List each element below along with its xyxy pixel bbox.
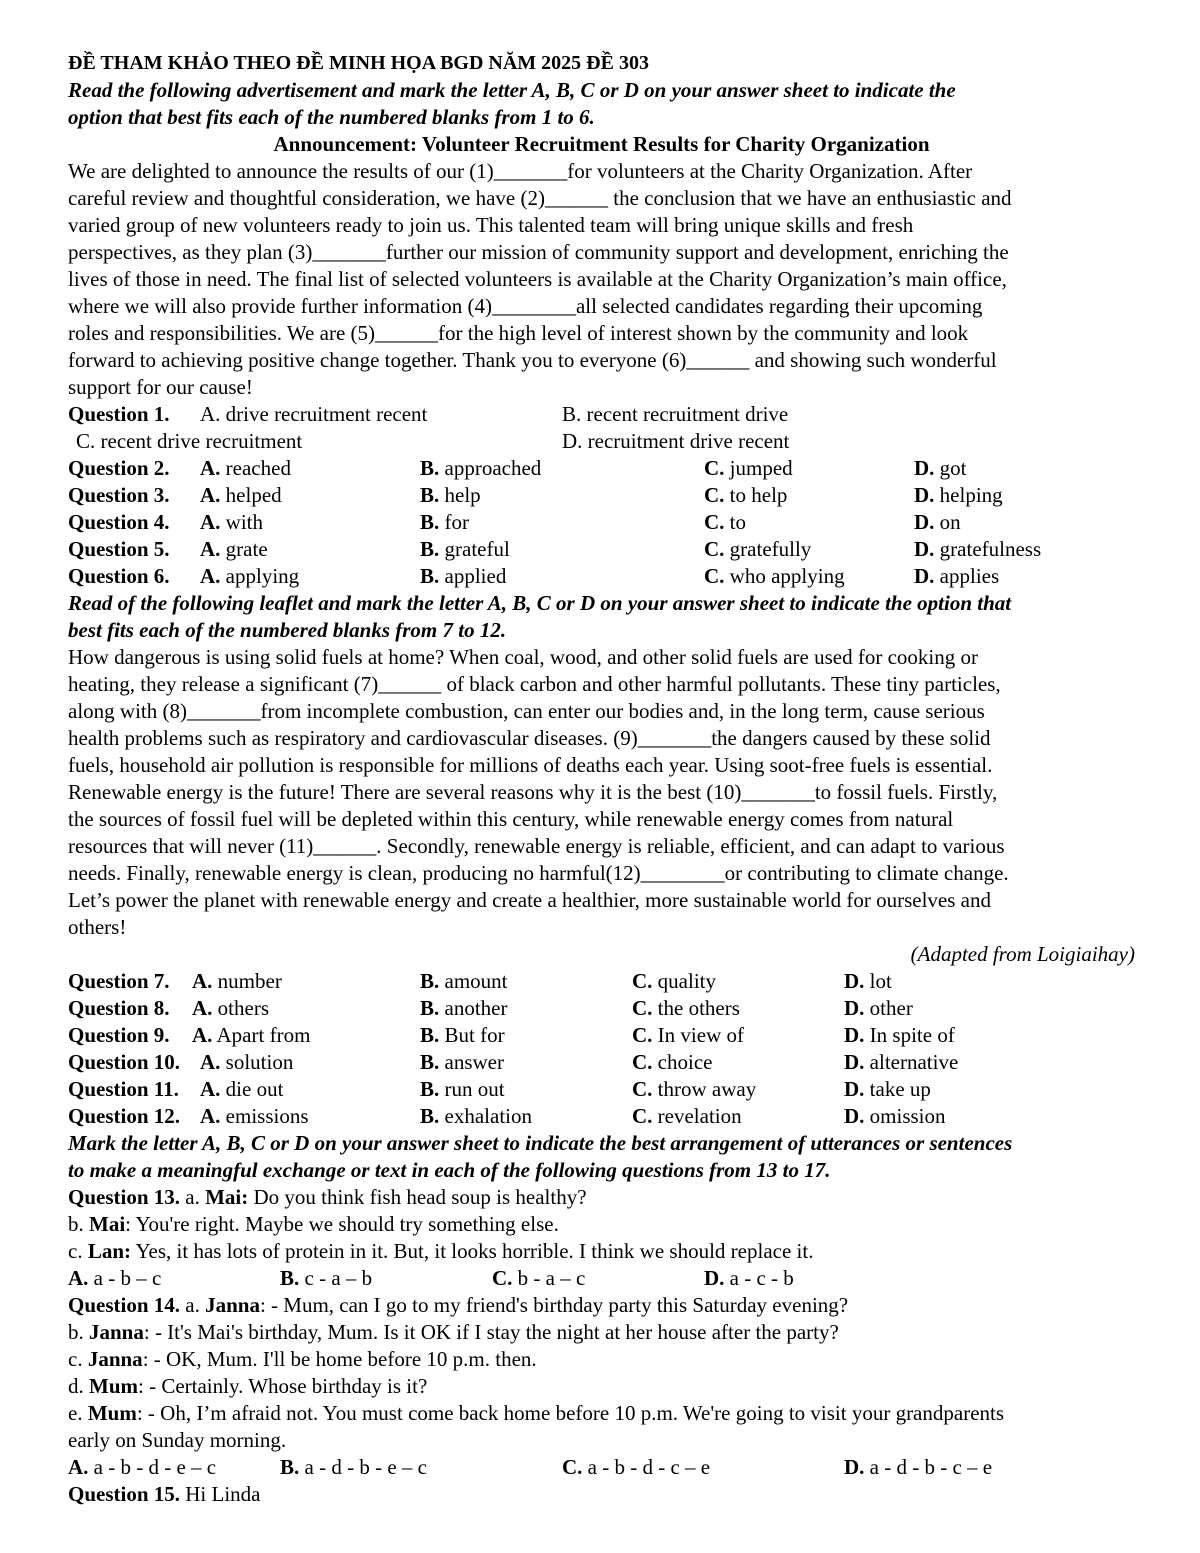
section1-instruction-line1: Read the following advertisement and mark the letter A, B, C or D on your answer sheet to indicate the (68, 78, 956, 102)
option-key: D. (844, 1455, 865, 1479)
option-c: revelation (657, 1104, 742, 1128)
question-1-row2 (68, 428, 1135, 455)
option-key: A. (200, 483, 221, 507)
option-key: B. (420, 1104, 440, 1128)
option-key: B. (420, 1023, 440, 1047)
option-c: to (729, 510, 747, 534)
line-letter: c. (68, 1347, 88, 1371)
option-a: a - b – c (88, 1266, 162, 1290)
option-b: applied (444, 564, 507, 588)
question-row (68, 455, 1135, 482)
option-b: for (444, 510, 470, 534)
utterance: : - It's Mai's birthday, Mum. Is it OK if I stay the night at her house after the party? (143, 1320, 839, 1344)
option-key: D. (844, 1104, 865, 1128)
leaflet-passage (68, 644, 1135, 941)
passage-line: resources that will never (11)______. Secondly, renewable energy is reliable, efficient, and can adapt to various (68, 834, 1005, 858)
announcement-passage (68, 158, 1135, 401)
option-key: C. (632, 1023, 653, 1047)
option-key: A. (192, 1023, 213, 1047)
option-key: D. (844, 1050, 865, 1074)
option-key: A. (200, 564, 221, 588)
option-key: D. (704, 1266, 725, 1290)
option-c: to help (729, 483, 788, 507)
option-key: D. (914, 483, 935, 507)
option-key: A. (200, 1104, 221, 1128)
option-key: A. (200, 1050, 221, 1074)
option-key: B. (420, 564, 440, 588)
line-letter: a. (185, 1185, 206, 1209)
question-label: Question 2. (68, 456, 170, 480)
option-key: A. (68, 1266, 89, 1290)
option-d: other (869, 996, 913, 1020)
passage-line: heating, they release a significant (7)______ of black carbon and other harmful pollutants. These tiny particles, (68, 672, 1001, 696)
question-13-line-c (68, 1238, 1135, 1265)
passage-line: Renewable energy is the future! There are several reasons why it is the best (10)_______to fossil fuels. Firstly, (68, 780, 998, 804)
option-key: B. (280, 1455, 300, 1479)
option-key: C. (632, 969, 653, 993)
option-d: In spite of (869, 1023, 955, 1047)
option-a: solution (225, 1050, 294, 1074)
option-key: B. (420, 1077, 440, 1101)
option-b: c - a – b (299, 1266, 373, 1290)
option-a: applying (225, 564, 300, 588)
option-c: In view of (657, 1023, 744, 1047)
option-key: A. (200, 510, 221, 534)
question-row (68, 968, 1135, 995)
option-c: jumped (729, 456, 793, 480)
question-label: Question 4. (68, 510, 170, 534)
option-key: C. (704, 564, 725, 588)
question-label: Question 1. (68, 402, 170, 426)
passage-line: How dangerous is using solid fuels at home? When coal, wood, and other solid fuels are used for cooking or (68, 645, 978, 669)
option-a: a - b - d - e – c (88, 1455, 217, 1479)
section2-instruction-line2: best fits each of the numbered blanks from 7 to 12. (68, 618, 507, 642)
option-key: C. (704, 510, 725, 534)
question-label: Question 7. (68, 969, 170, 993)
speaker: Mum (89, 1374, 138, 1398)
option-d: on (939, 510, 961, 534)
question-row (68, 563, 1135, 590)
option-a: Apart from (216, 1023, 311, 1047)
option-d: alternative (869, 1050, 959, 1074)
option-key: B. (420, 969, 440, 993)
utterance: Yes, it has lots of protein in it. But, it looks horrible. I think we should replace it. (131, 1239, 814, 1263)
question-13-options (68, 1265, 1135, 1292)
option-key: B. (420, 510, 440, 534)
option-key: A. (200, 456, 221, 480)
exam-page (68, 50, 1135, 1508)
option-c: gratefully (729, 537, 812, 561)
option-key: C. (632, 1104, 653, 1128)
question-row (68, 1022, 1135, 1049)
option-key: D. (914, 564, 935, 588)
option-b: another (444, 996, 508, 1020)
utterance: : You're right. Maybe we should try something else. (125, 1212, 559, 1236)
option-key: D. (844, 1023, 865, 1047)
question-label: Question 15. (68, 1482, 181, 1506)
option-key: A. (192, 996, 213, 1020)
option-c: b - a – c (512, 1266, 586, 1290)
option-a: with (225, 510, 264, 534)
line-letter: d. (68, 1374, 89, 1398)
passage-line: where we will also provide further information (4)________all selected candidates regarding their upcoming (68, 294, 983, 318)
option-key: B. (420, 456, 440, 480)
question-14-options (68, 1454, 1135, 1481)
option-a: A. drive recruitment recent (200, 402, 428, 426)
option-key: D. (844, 969, 865, 993)
option-b: answer (444, 1050, 504, 1074)
option-b: amount (444, 969, 508, 993)
option-d: gratefulness (939, 537, 1042, 561)
question-14-line-d (68, 1373, 1135, 1400)
option-key: D. (914, 510, 935, 534)
question-label: Question 14. (68, 1293, 181, 1317)
option-b: a - d - b - e – c (299, 1455, 427, 1479)
option-a: number (217, 969, 282, 993)
option-key: D. (844, 996, 865, 1020)
passage-line: perspectives, as they plan (3)_______further our mission of community support and development, enriching the (68, 240, 1009, 264)
option-a: grate (225, 537, 268, 561)
question-label: Question 10. (68, 1050, 181, 1074)
section2-instruction-line1: Read of the following leaflet and mark the letter A, B, C or D on your answer sheet to indicate the option that (68, 591, 1012, 615)
option-b: B. recent recruitment drive (562, 402, 789, 426)
option-b: But for (444, 1023, 505, 1047)
option-c: throw away (657, 1077, 757, 1101)
announcement-heading: Announcement: Volunteer Recruitment Results for Charity Organization (273, 132, 930, 156)
option-d: helping (939, 483, 1003, 507)
option-key: A. (200, 537, 221, 561)
option-key: D. (914, 456, 935, 480)
option-key: C. (492, 1266, 513, 1290)
option-a: emissions (225, 1104, 309, 1128)
option-c: a - b - d - c – e (582, 1455, 711, 1479)
option-c: C. recent drive recruitment (76, 429, 303, 453)
option-c: the others (657, 996, 740, 1020)
speaker: Mum (87, 1401, 137, 1425)
option-c: choice (657, 1050, 713, 1074)
passage-line: others! (68, 915, 127, 939)
option-key: B. (280, 1266, 300, 1290)
passage-line: We are delighted to announce the results of our (1)_______for volunteers at the Charity Organization. After (68, 159, 973, 183)
passage-line: needs. Finally, renewable energy is clean, producing no harmful(12)________or contributing to climate change. (68, 861, 1009, 885)
passage-line: health problems such as respiratory and cardiovascular diseases. (9)_______the dangers caused by these solid (68, 726, 991, 750)
section1-instruction-line2: option that best fits each of the numbered blanks from 1 to 6. (68, 105, 595, 129)
line-letter: b. (68, 1212, 89, 1236)
line-letter: e. (68, 1401, 88, 1425)
passage-line: fuels, household air pollution is responsible for millions of deaths each year. Using soot-free fuels is essential. (68, 753, 993, 777)
speaker: Mai (89, 1212, 126, 1236)
option-key: C. (632, 1077, 653, 1101)
option-a: reached (225, 456, 291, 480)
option-a: others (217, 996, 269, 1020)
passage-line: support for our cause! (68, 375, 253, 399)
utterance: : - Oh, I’m afraid not. You must come back home before 10 p.m. We're going to visit your grandparents (136, 1401, 1005, 1425)
option-key: B. (420, 996, 440, 1020)
question-label: Question 11. (68, 1077, 179, 1101)
question-14-line-b (68, 1319, 1135, 1346)
option-d: applies (939, 564, 1000, 588)
option-key: D. (914, 537, 935, 561)
section3-instruction-line2: to make a meaningful exchange or text in each of the following questions from 13 to 17. (68, 1158, 831, 1182)
utterance: Do you think fish head soup is healthy? (248, 1185, 587, 1209)
option-d: a - d - b - c – e (864, 1455, 993, 1479)
option-key: C. (632, 996, 653, 1020)
source-citation: (Adapted from Loigiaihay) (910, 942, 1135, 966)
speaker: Mai: (205, 1185, 249, 1209)
question-row (68, 482, 1135, 509)
option-a: helped (225, 483, 282, 507)
option-b: approached (444, 456, 542, 480)
line-letter: c. (68, 1239, 88, 1263)
question-label: Question 9. (68, 1023, 170, 1047)
speaker: Lan: (87, 1239, 132, 1263)
option-key: C. (704, 456, 725, 480)
speaker: Janna (89, 1320, 144, 1344)
passage-line: lives of those in need. The final list of selected volunteers is available at the Charity Organization’s main office, (68, 267, 1007, 291)
passage-line: along with (8)_______from incomplete combustion, can enter our bodies and, in the long term, cause serious (68, 699, 985, 723)
option-d: take up (869, 1077, 931, 1101)
question-label: Question 3. (68, 483, 170, 507)
exam-title: ĐỀ THAM KHẢO THEO ĐỀ MINH HỌA BGD NĂM 2025 ĐỀ 303 (68, 52, 649, 74)
question-14-line-a (68, 1292, 1135, 1319)
section3-instruction-line1: Mark the letter A, B, C or D on your answer sheet to indicate the best arrangement of utterances or sentences (68, 1131, 1013, 1155)
question-row (68, 1103, 1135, 1130)
question-text: Hi Linda (180, 1482, 261, 1506)
line-letter: a. (185, 1293, 206, 1317)
option-key: A. (68, 1455, 89, 1479)
question-15 (68, 1481, 1135, 1508)
passage-line: the sources of fossil fuel will be depleted within this century, while renewable energy comes from natural (68, 807, 954, 831)
utterance: : - Certainly. Whose birthday is it? (138, 1374, 428, 1398)
option-d: lot (869, 969, 892, 993)
option-c: who applying (729, 564, 845, 588)
option-b: grateful (444, 537, 510, 561)
option-c: quality (657, 969, 716, 993)
option-key: C. (562, 1455, 583, 1479)
speaker: Janna (205, 1293, 260, 1317)
option-a: die out (225, 1077, 284, 1101)
passage-line: Let’s power the planet with renewable energy and create a healthier, more sustainable world for ourselves and (68, 888, 991, 912)
question-label: Question 12. (68, 1104, 181, 1128)
passage-line: roles and responsibilities. We are (5)______for the high level of interest shown by the community and look (68, 321, 969, 345)
question-14-line-e (68, 1400, 1135, 1427)
question-label: Question 8. (68, 996, 170, 1020)
utterance: : - OK, Mum. I'll be home before 10 p.m. then. (142, 1347, 537, 1371)
option-key: C. (704, 483, 725, 507)
option-d: D. recruitment drive recent (562, 429, 790, 453)
option-d: omission (869, 1104, 946, 1128)
option-key: B. (420, 483, 440, 507)
question-14-line-c (68, 1346, 1135, 1373)
option-d: a - c - b (724, 1266, 794, 1290)
option-key: C. (632, 1050, 653, 1074)
passage-line: careful review and thoughtful consideration, we have (2)______ the conclusion that we have an enthusiastic and (68, 186, 1012, 210)
question-1 (68, 401, 1135, 428)
question-label: Question 13. (68, 1185, 181, 1209)
question-row (68, 509, 1135, 536)
question-row (68, 536, 1135, 563)
option-key: D. (844, 1077, 865, 1101)
question-label: Question 5. (68, 537, 170, 561)
option-b: exhalation (444, 1104, 532, 1128)
option-key: B. (420, 1050, 440, 1074)
line-letter: b. (68, 1320, 89, 1344)
option-b: run out (444, 1077, 505, 1101)
question-13-line-a (68, 1184, 1135, 1211)
option-key: A. (192, 969, 213, 993)
option-d: got (939, 456, 967, 480)
option-key: A. (200, 1077, 221, 1101)
option-key: C. (704, 537, 725, 561)
question-13-line-b (68, 1211, 1135, 1238)
question-label: Question 6. (68, 564, 170, 588)
question-row (68, 1049, 1135, 1076)
option-b: help (444, 483, 481, 507)
passage-line: forward to achieving positive change together. Thank you to everyone (6)______ and showing such wonderful (68, 348, 997, 372)
utterance: : - Mum, can I go to my friend's birthday party this Saturday evening? (259, 1293, 849, 1317)
question-14-line-e-continued: early on Sunday morning. (68, 1428, 287, 1452)
option-key: B. (420, 537, 440, 561)
passage-line: varied group of new volunteers ready to join us. This talented team will bring unique skills and fresh (68, 213, 914, 237)
question-row (68, 995, 1135, 1022)
speaker: Janna (87, 1347, 143, 1371)
question-row (68, 1076, 1135, 1103)
